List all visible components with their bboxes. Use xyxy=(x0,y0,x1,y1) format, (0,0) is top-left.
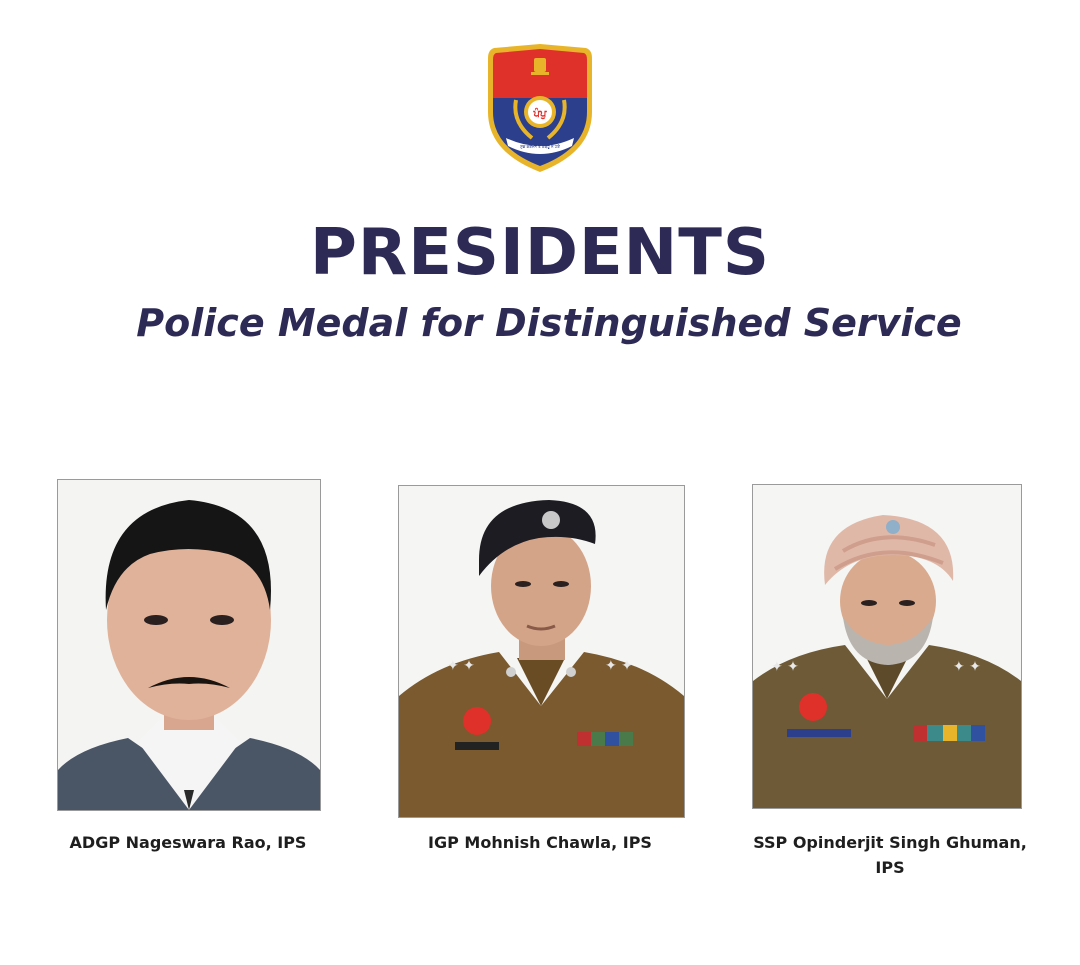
awardee-caption: ADGP Nageswara Rao, IPS xyxy=(69,833,307,852)
emblem-monogram: ਪੰਪੁ xyxy=(533,109,547,120)
awardee-caption-line2: IPS xyxy=(875,858,905,877)
police-badge-icon xyxy=(486,42,594,174)
awardee-photo xyxy=(57,479,321,811)
punjab-police-emblem xyxy=(486,42,594,174)
page-subtitle: Police Medal for Distinguished Service xyxy=(136,301,962,345)
svg-text:✦ ✦: ✦ ✦ xyxy=(605,658,633,674)
awardee-photo xyxy=(752,484,1022,809)
awardee-caption-line1: SSP Opinderjit Singh Ghuman, xyxy=(753,833,1027,852)
awardee-caption xyxy=(742,830,1038,880)
page-title: PRESIDENTS xyxy=(310,216,770,290)
awardee-photo xyxy=(398,485,685,818)
emblem-motto: ਸ਼ੁਭ ਕਰਮਨ ਤੇ ਕਬਹੂੰ ਨ ਟਰੋਂ xyxy=(520,144,560,149)
awardee-caption: IGP Mohnish Chawla, IPS xyxy=(428,833,652,852)
svg-text:✦ ✦: ✦ ✦ xyxy=(771,659,799,675)
svg-text:✦ ✦: ✦ ✦ xyxy=(953,659,981,675)
svg-text:✦ ✦: ✦ ✦ xyxy=(447,658,475,674)
